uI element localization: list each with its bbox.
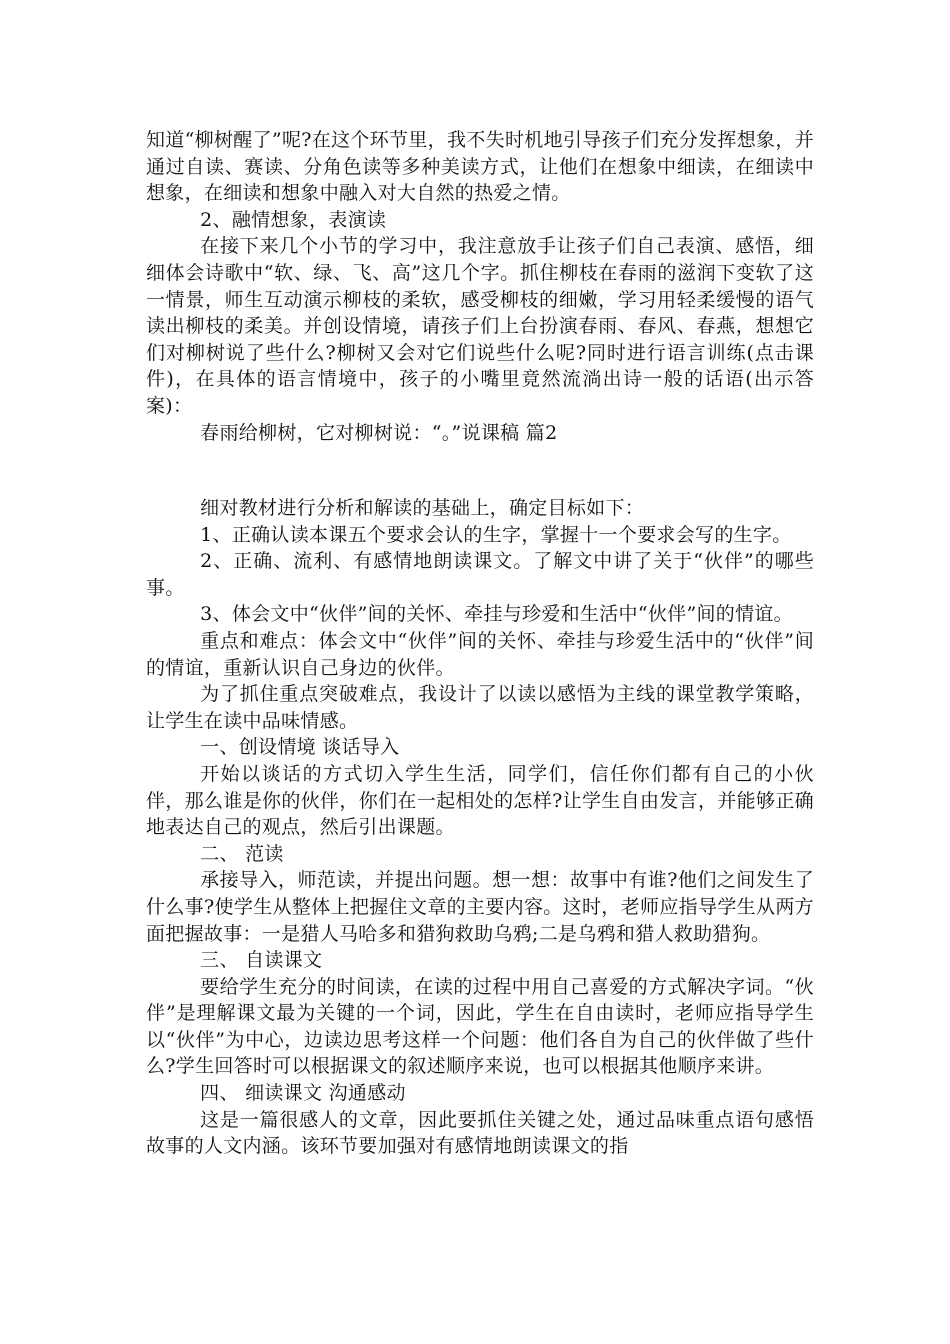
paragraph-key-points: 重点和难点：体会文中“伙伴”间的关怀、牵挂与珍爱生活中的“伙伴”间的情谊，重新认识自己身边的伙伴。 bbox=[146, 629, 814, 679]
paragraph-goals-intro: 细对教材进行分析和解读的基础上，确定目标如下： bbox=[200, 497, 645, 519]
goal-item-1: 1、正确认读本课五个要求会认的生字，掌握十一个要求会写的生字。 bbox=[200, 523, 792, 546]
paragraph-model-reading: 承接导入，师范读，并提出问题。想一想：故事中有谁?他们之间发生了什么事?使学生从整体上把握住文章的主要内容。这时，老师应指导学生从两方面把握故事：一是猎人马哈多和猎狗救助乌鸦;二是乌鸦和猎人救助猎狗。 bbox=[146, 869, 814, 945]
goal-item-3: 3、体会文中“伙伴”间的关怀、牵挂与珍爱和生活中“伙伴”间的情谊。 bbox=[200, 603, 793, 626]
paragraph-close-reading: 这是一篇很感人的文章，因此要抓住关键之处，通过品味重点语句感悟故事的人文内涵。该环节要加强对有感情地朗读课文的指 bbox=[146, 1108, 814, 1158]
section-heading-2: 二、 范读 bbox=[200, 842, 284, 865]
paragraph-strategy: 为了抓住重点突破难点，我设计了以读以感悟为主线的课堂教学策略，让学生在读中品味情感。 bbox=[146, 683, 814, 732]
goal-item-2: 2、正确、流利、有感情地朗读课文。了解文中讲了关于“伙伴”的哪些事。 bbox=[146, 550, 814, 599]
section-heading-3: 三、 自读课文 bbox=[200, 949, 323, 972]
paragraph-intro-talk: 开始以谈话的方式切入学生生活，同学们，信任你们都有自己的小伙伴，那么谁是你的伙伴，你们在一起相处的怎样?让学生自由发言，并能够正确地表达自己的观点，然后引出课题。 bbox=[146, 762, 814, 839]
document-section-lecture-2 bbox=[146, 495, 814, 1160]
document-section-top bbox=[146, 127, 814, 446]
paragraph-continuation: 知道“柳树醒了”呢?在这个环节里，我不失时机地引导孩子们充分发挥想象，并通过自读、赛读、分角色读等多种美读方式，让他们在想象中细读，在细读中想象，在细读和想象中融入对大自然的热爱之情。 bbox=[146, 129, 814, 205]
paragraph-performance: 在接下来几个小节的学习中，我注意放手让孩子们自己表演、感悟，细细体会诗歌中“软、绿、飞、高”这几个字。抓住柳枝在春雨的滋润下变软了这一情景，师生互动演示柳枝的柔软，感受柳枝的细嫩，学习用轻柔缓慢的语气读出柳枝的柔美。并创设情境，请孩子们上台扮演春雨、春风、春燕，想想它们对柳树说了些什么?柳树又会对它们说些什么呢?同时进行语言训练(点击课件)，在具体的语言情境中，孩子的小嘴里竟然流淌出诗一般的话语(出示答案)： bbox=[146, 235, 814, 417]
section-heading-1: 一、创设情境 谈话导入 bbox=[200, 736, 400, 759]
section-heading-4: 四、 细读课文 沟通感动 bbox=[200, 1082, 406, 1105]
paragraph-self-reading: 要给学生充分的时间读，在读的过程中用自己喜爱的方式解决字词。“伙伴”是理解课文最为关键的一个词，因此，学生在自由读时，老师应指导学生以“伙伴”为中心，边读边思考这样一个问题：他们各自为自己的伙伴做了些什么?学生回答时可以根据课文的叙述顺序来说，也可以根据其他顺序来讲。 bbox=[146, 975, 814, 1078]
subheading-2: 2、融情想象，表演读 bbox=[200, 208, 387, 231]
paragraph-spring-rain: 春雨给柳树，它对柳树说：“。”说课稿 篇2 bbox=[200, 421, 558, 444]
